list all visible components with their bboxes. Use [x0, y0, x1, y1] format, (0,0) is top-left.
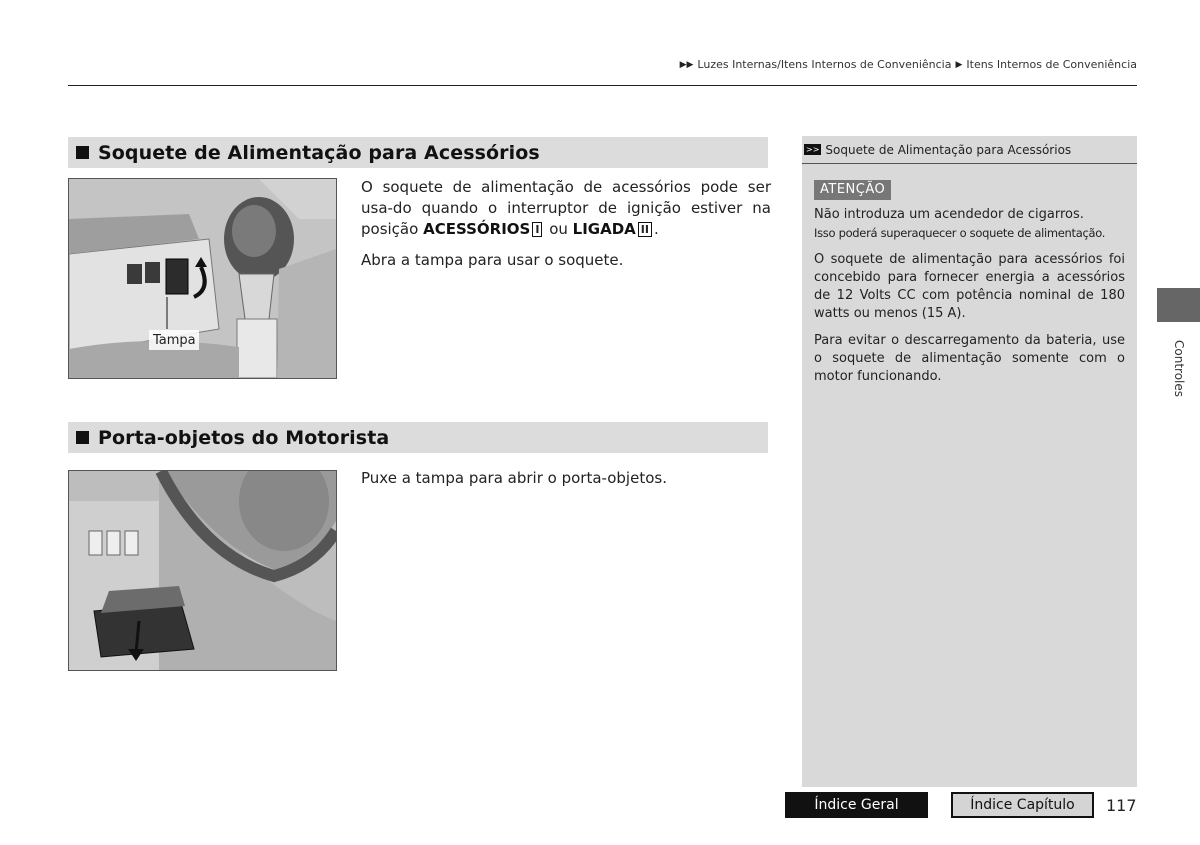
- section2-para1: Puxe a tampa para abrir o porta-objetos.: [361, 469, 667, 487]
- dashboard-drawing: [69, 471, 336, 670]
- section-header-power-socket: [68, 137, 768, 168]
- breadcrumb-part1[interactable]: Luzes Internas/Itens Internos de Conveniência: [697, 58, 952, 71]
- power-socket-illustration: [68, 178, 337, 379]
- square-bullet-icon: [76, 431, 89, 444]
- sidebar-notes: [802, 136, 1137, 787]
- chapter-index-button[interactable]: Índice Capítulo: [951, 792, 1094, 818]
- accessory-mode-label: ACESSÓRIOS: [423, 220, 531, 238]
- driver-storage-illustration: [68, 470, 337, 671]
- breadcrumb: [680, 58, 1137, 71]
- console-drawing: [69, 179, 336, 378]
- sidebar-para2: Para evitar o descarregamento da bateria, use o soquete de alimentação somente com o motor funcionando.: [814, 333, 1125, 384]
- section-title: Porta-objetos do Motorista: [98, 426, 390, 449]
- header-divider: [68, 85, 1137, 86]
- warning-line1: Não introduza um acendedor de cigarros.: [814, 207, 1084, 222]
- general-index-button[interactable]: Índice Geral: [785, 792, 928, 818]
- tampa-callout-label: Tampa: [153, 333, 196, 348]
- section1-para1-text: O soquete de alimentação de acessórios pode ser usa-do quando o interruptor de ignição estiver na posição: [361, 178, 771, 238]
- square-bullet-icon: [76, 146, 89, 159]
- breadcrumb-part2[interactable]: Itens Internos de Conveniência: [966, 58, 1137, 71]
- warning-badge: ATENÇÃO: [814, 180, 891, 200]
- chapter-tab-marker[interactable]: [1157, 288, 1200, 322]
- section2-body: [361, 468, 771, 499]
- accessory-position-icon: I: [532, 222, 542, 237]
- arrow-icon: ▶: [955, 59, 963, 70]
- sidebar-header: [802, 136, 1137, 164]
- period: .: [653, 220, 659, 238]
- section1-body: [361, 177, 771, 281]
- warning-text: [814, 206, 1125, 242]
- warning-line2: Isso poderá superaquecer o soquete de alimentação.: [814, 226, 1106, 240]
- on-mode-label: LIGADA: [572, 220, 636, 238]
- chapter-tab-label: Controles: [1172, 340, 1186, 398]
- section1-para2: Abra a tampa para usar o soquete.: [361, 251, 624, 269]
- sidebar-para1: O soquete de alimentação para acessórios foi concebido para fornecer energia a acessórios de 12 Volts CC com potência nominal de 180 watts ou menos (15 A).: [814, 252, 1125, 321]
- sidebar-header-label[interactable]: Soquete de Alimentação para Acessórios: [825, 142, 1072, 157]
- page-number: 117: [1106, 796, 1137, 815]
- double-arrow-icon: ▶▶: [679, 59, 694, 70]
- section-title: Soquete de Alimentação para Acessórios: [98, 141, 540, 164]
- sidebar-body: [802, 164, 1137, 386]
- section-header-driver-storage: [68, 422, 768, 453]
- on-position-icon: II: [638, 222, 652, 237]
- or-word: ou: [549, 220, 568, 238]
- reference-icon: >>: [806, 145, 820, 154]
